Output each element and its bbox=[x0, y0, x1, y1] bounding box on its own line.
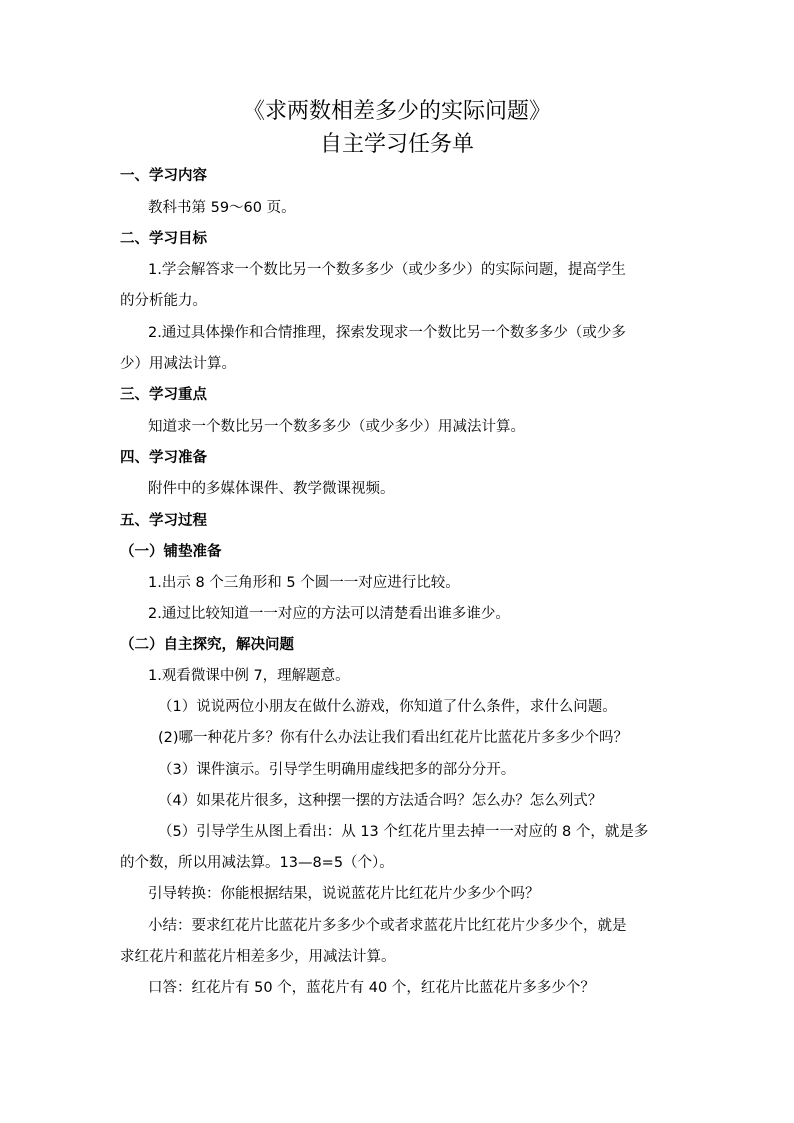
explore-item-1: （1）说说两位小朋友在做什么游戏，你知道了什么条件，求什么问题。 bbox=[158, 699, 617, 715]
section-heading-goals: 二、学习目标 bbox=[120, 231, 207, 247]
goal-2-line-1: 2.通过具体操作和合情推理，探索发现求一个数比另一个数多多少（或少多 bbox=[148, 325, 626, 341]
goal-2-line-2: 少）用减法计算。 bbox=[120, 356, 236, 372]
section-heading-key-point: 三、学习重点 bbox=[120, 387, 207, 403]
preparation-step-2: 2.通过比较知道一一对应的方法可以清楚看出谁多谁少。 bbox=[148, 606, 510, 622]
explore-item-2: (2)哪一种花片多？你有什么办法让我们看出红花片比蓝花片多多少个吗？ bbox=[158, 730, 629, 746]
goal-1-line-1: 1.学会解答求一个数比另一个数多多少（或少多少）的实际问题，提高学生 bbox=[148, 262, 626, 278]
explore-item-3: （3）课件演示。引导学生明确用虚线把多的部分分开。 bbox=[158, 762, 516, 778]
section-text-content: 教科书第 59～60 页。 bbox=[148, 200, 296, 216]
explore-item-5-line-1: （5）引导学生从图上看出：从 13 个红花片里去掉一一对应的 8 个，就是多 bbox=[158, 824, 649, 840]
preparation-step-1: 1.出示 8 个三角形和 5 个圆一一对应进行比较。 bbox=[148, 575, 460, 591]
document-title-line-1: 《求两数相差多少的实际问题》 bbox=[242, 99, 551, 124]
guide-transition: 引导转换：你能根据结果，说说蓝花片比红花片少多少个吗？ bbox=[148, 886, 540, 902]
document-title-line-2: 自主学习任务单 bbox=[319, 132, 474, 157]
goal-1-line-2: 的分析能力。 bbox=[120, 293, 207, 309]
explore-item-4: （4）如果花片很多，这种摆一摆的方法适合吗？怎么办？怎么列式？ bbox=[158, 793, 603, 809]
summary-line-2: 求红花片和蓝花片相差多少，用减法计算。 bbox=[120, 949, 396, 965]
section-heading-preparation: 四、学习准备 bbox=[120, 450, 207, 466]
section-text-preparation: 附件中的多媒体课件、教学微课视频。 bbox=[148, 481, 395, 497]
subsection-heading-explore: （二）自主探究，解决问题 bbox=[120, 637, 294, 653]
section-text-key-point: 知道求一个数比另一个数多多少（或少多少）用减法计算。 bbox=[148, 419, 525, 435]
section-heading-process: 五、学习过程 bbox=[120, 513, 207, 529]
explore-item-5-line-2: 的个数，所以用减法算。13—8=5（个）。 bbox=[120, 855, 394, 871]
explore-step-1: 1.观看微课中例 7，理解题意。 bbox=[148, 668, 350, 684]
summary-line-1: 小结：要求红花片比蓝花片多多少个或者求蓝花片比红花片少多少个，就是 bbox=[148, 918, 627, 934]
oral-question: 口答：红花片有 50 个，蓝花片有 40 个，红花片比蓝花片多多少个？ bbox=[148, 980, 595, 996]
section-heading-content: 一、学习内容 bbox=[120, 168, 207, 184]
subsection-heading-preparation: （一）铺垫准备 bbox=[120, 544, 222, 560]
